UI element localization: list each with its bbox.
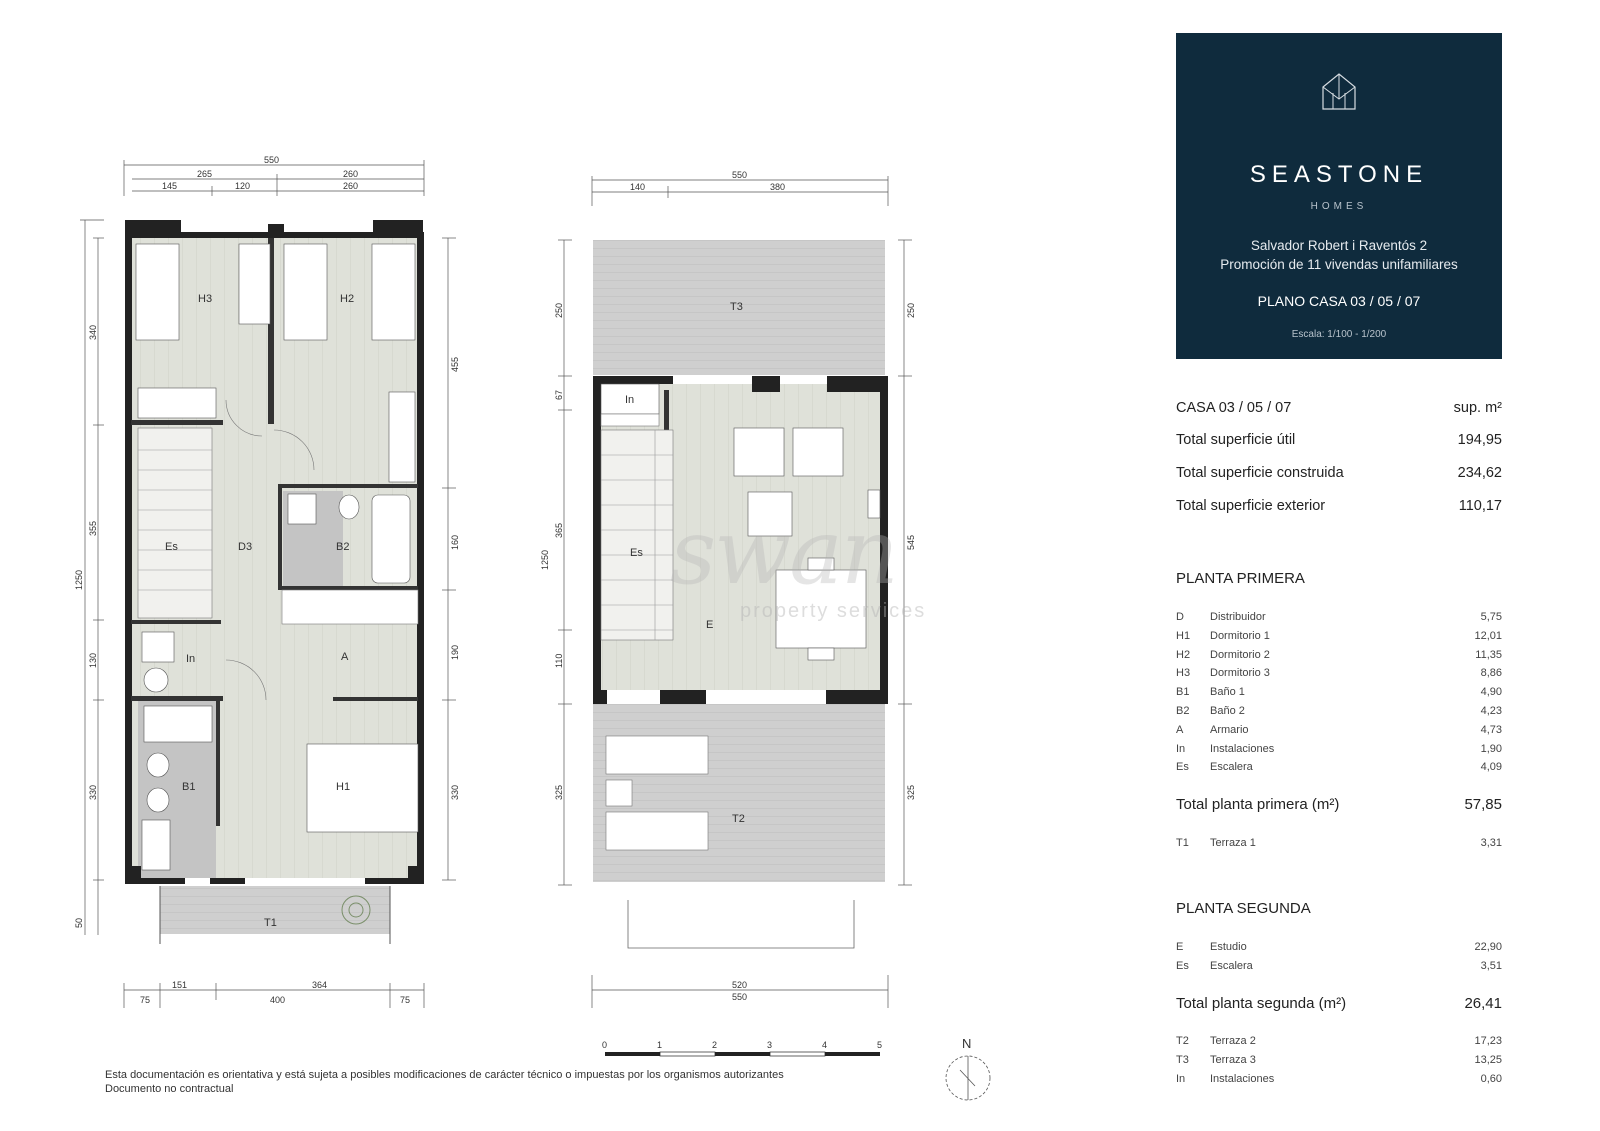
dim-bottom-c: 75 [140,995,151,1005]
plan-title: PLANO CASA 03 / 05 / 07 [1257,293,1421,309]
list-item: Es Escalera 4,09 [1176,761,1502,774]
dim2-left-b: 67 [554,389,564,400]
dim2-left-c: 365 [554,522,564,538]
list-item: E Estudio 22,90 [1176,941,1502,953]
dim2-bottom-a: 520 [732,980,748,990]
dim-left-c: 130 [88,652,98,668]
dim-bottom-e: 75 [400,995,411,1005]
brand-address-line2: Promoción de 11 vivendas unifamiliares [1220,257,1458,272]
room-d3: D3 [238,541,253,553]
dim-top-c: 145 [162,181,178,191]
brand-address-line1: Salvador Robert i Raventós 2 [1250,238,1428,253]
list-item: T3 Terraza 3 13,25 [1176,1053,1502,1066]
room-e: E [706,619,714,631]
rooms-list-planta-segunda [1176,941,1502,979]
north-arrow-icon [946,1036,990,1100]
dim2-top-total: 550 [732,170,748,180]
total-planta-primera: Total planta primera (m²) 57,85 [1176,796,1502,813]
dim2-left-e: 110 [554,653,564,668]
dim-bottom-b: 364 [312,980,328,990]
dim-right-d: 330 [450,784,460,800]
room-b1: B1 [182,781,196,793]
list-item: B1 Baño 1 4,90 [1176,686,1502,699]
house-logo-icon [1319,71,1359,111]
scale-2: 2 [712,1040,718,1050]
dim2-right-b: 545 [906,534,916,550]
summary-row: Total superficie exterior 110,17 [1176,498,1502,514]
dim-left-e: 50 [74,917,84,928]
surface-summary [1176,400,1502,531]
scale-4: 4 [822,1040,828,1050]
dim-top-total: 550 [264,155,280,165]
dim-left-total: 1250 [74,569,84,590]
dim-top-b: 260 [343,169,359,179]
plan-scale: Escala: 1/100 - 1/200 [1291,329,1387,340]
room-h1: H1 [336,781,351,793]
room-b2: B2 [336,541,350,553]
section-title-planta-primera: PLANTA PRIMERA [1176,570,1305,587]
room-t3: T3 [730,301,743,313]
brand-panel [1176,33,1502,359]
summary-row: Total superficie construida 234,62 [1176,465,1502,481]
brand-name: SEASTONE [1249,161,1429,188]
dim-bottom-a: 151 [172,980,188,990]
disclaimer-line2: Documento no contractual [105,1083,234,1095]
summary-row: Total superficie útil 194,95 [1176,432,1502,448]
watermark-subtitle: property services [740,600,927,622]
room-a: A [341,651,349,663]
brand-subtitle: HOMES [1310,201,1368,212]
list-item: H2 Dormitorio 2 11,35 [1176,648,1502,661]
dim2-right-a: 250 [906,302,916,318]
dim-top-e: 260 [343,181,359,191]
list-item: D Distribuidor 5,75 [1176,611,1502,623]
dim-right-a: 455 [450,356,460,372]
watermark-logo: swan [670,500,897,605]
dim2-bottom-b: 550 [732,992,748,1002]
exterior-list-planta-segunda [1176,1035,1502,1091]
dim2-left-f: 325 [554,784,564,800]
scale-3: 3 [767,1040,773,1050]
north-label: N [962,1036,972,1051]
list-item: T2 Terraza 2 17,23 [1176,1035,1502,1047]
list-item: Es Escalera 3,51 [1176,959,1502,972]
section-title-planta-segunda: PLANTA SEGUNDA [1176,900,1311,917]
dim-left-b: 355 [88,520,98,536]
dim-right-c: 190 [450,644,460,660]
room-in: In [186,653,196,665]
disclaimer [105,1068,784,1096]
scale-1: 1 [657,1040,663,1050]
dim2-right-c: 325 [906,784,916,800]
plan-planta-primera [74,155,460,1008]
list-item: H3 Dormitorio 3 8,86 [1176,667,1502,680]
unit-label: sup. m² [1453,400,1502,416]
dim-top-d: 120 [235,181,251,191]
room-in-2: In [625,394,635,406]
dim-right-b: 160 [450,534,460,550]
dim-bottom-d: 400 [270,995,286,1005]
list-item: B2 Baño 2 4,23 [1176,704,1502,717]
list-item: In Instalaciones 1,90 [1176,742,1502,755]
list-item: T1 Terraza 1 3,31 [1176,837,1502,849]
dim2-left-a: 250 [554,302,564,318]
list-item: H1 Dormitorio 1 12,01 [1176,629,1502,642]
terrace-t2 [593,704,885,882]
list-item: A Armario 4,73 [1176,723,1502,736]
total-planta-segunda: Total planta segunda (m²) 26,41 [1176,995,1502,1012]
room-h2: H2 [340,293,355,305]
room-t2: T2 [732,813,745,825]
list-item: In Instalaciones 0,60 [1176,1072,1502,1085]
dim-left-d: 330 [88,784,98,800]
house-label: CASA 03 / 05 / 07 [1176,400,1292,416]
dim2-left-d: 1250 [540,549,550,570]
scale-bar [602,1040,882,1056]
room-es: Es [165,541,178,553]
dim2-top-a: 140 [630,182,646,192]
scale-5: 5 [877,1040,883,1050]
room-es-2: Es [630,547,643,559]
rooms-list-planta-primera [1176,611,1502,780]
scale-0: 0 [602,1040,608,1050]
room-h3: H3 [198,293,213,305]
dim-top-a: 265 [197,169,213,179]
dim-left-a: 340 [88,324,98,340]
exterior-list-planta-primera [1176,837,1502,856]
dim2-top-b: 380 [770,182,786,192]
disclaimer-line1: Esta documentación es orientativa y está sujeta a posibles modificaciones de carácter técnico o impuestas por los organismos autorizantes [105,1069,784,1081]
room-t1: T1 [264,917,277,929]
